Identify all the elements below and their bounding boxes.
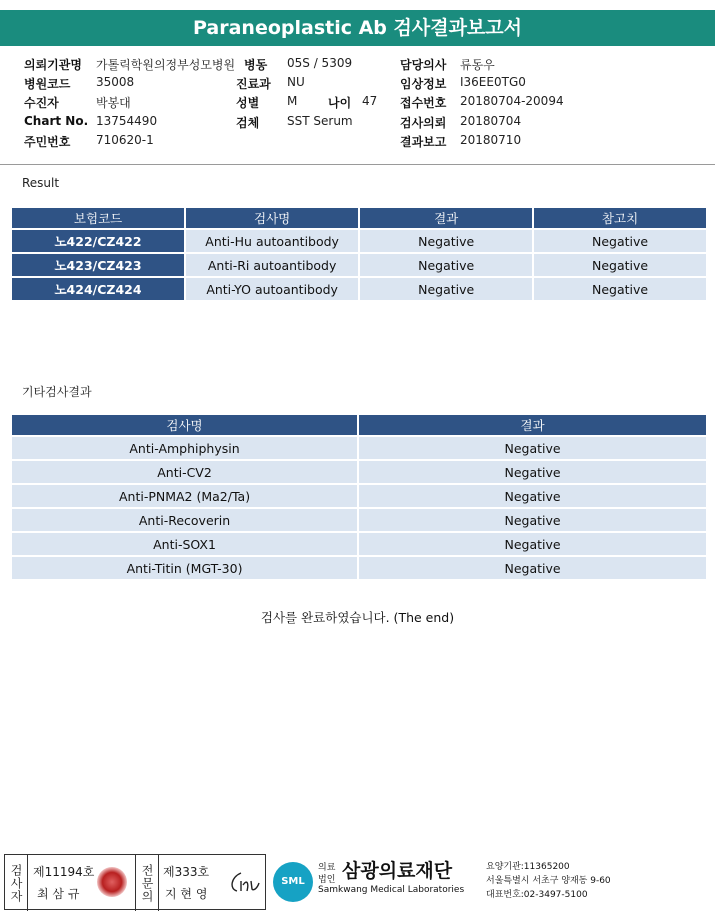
test-name-cell: Anti-Hu autoantibody — [186, 230, 358, 252]
result-cell: Negative — [359, 557, 706, 579]
insurance-code-cell: 노422/CZ422 — [12, 230, 184, 252]
test-name-cell: Anti-CV2 — [12, 461, 357, 483]
test-name-cell: Anti-Titin (MGT-30) — [12, 557, 357, 579]
table-row — [12, 557, 706, 579]
header-insurance-code: 보험코드 — [12, 208, 184, 228]
result-cell: Negative — [360, 278, 532, 300]
department-label: 진료과 — [236, 77, 271, 91]
table-row — [12, 485, 706, 507]
accession-number-label: 접수번호 — [400, 96, 447, 110]
org-type-top: 의료 — [318, 863, 336, 873]
result-cell: Negative — [360, 254, 532, 276]
table-row — [12, 254, 706, 276]
header-result: 결과 — [360, 208, 532, 228]
inspector-license-number: 제11194호 — [33, 865, 95, 879]
institution-code: 요양기관:11365200 — [486, 862, 570, 872]
attending-doctor-label: 담당의사 — [400, 58, 447, 72]
inspector-label: 검사자 — [5, 855, 28, 911]
patient-info-panel — [0, 52, 715, 165]
specialist-name: 지 현 영 — [165, 887, 208, 901]
result-cell: Negative — [359, 461, 706, 483]
header-test-name: 검사명 — [12, 415, 357, 435]
request-date-value: 20180704 — [460, 114, 522, 128]
other-results-table — [10, 413, 708, 581]
test-name-cell: Anti-Recoverin — [12, 509, 357, 531]
report-date-value: 20180710 — [460, 133, 522, 147]
org-type-bottom: 법인 — [318, 875, 336, 885]
result-cell: Negative — [359, 485, 706, 507]
inspector-name: 최 삼 규 — [37, 887, 80, 901]
table-row — [12, 278, 706, 300]
footer — [0, 854, 715, 914]
test-name-cell: Anti-SOX1 — [12, 533, 357, 555]
hospital-code-label: 병원코드 — [24, 77, 71, 91]
reference-cell: Negative — [534, 254, 706, 276]
ward-value: 05S / 5309 — [287, 56, 353, 70]
result-section-label: Result — [22, 176, 60, 190]
end-note: 검사를 완료하였습니다. (The end) — [260, 610, 455, 625]
clinical-info-label: 임상정보 — [400, 77, 447, 91]
table-row — [12, 230, 706, 252]
header-reference: 참고치 — [534, 208, 706, 228]
specimen-value: SST Serum — [287, 114, 353, 128]
header-test-name: 검사명 — [186, 208, 358, 228]
chart-number-value: 13754490 — [96, 114, 158, 128]
test-name-cell: Anti-Amphiphysin — [12, 437, 357, 459]
test-name-cell: Anti-Ri autoantibody — [186, 254, 358, 276]
organization-phone: 대표번호:02-3497-5100 — [486, 890, 588, 900]
signature-box — [4, 854, 266, 910]
referring-institution-label: 의뢰기관명 — [24, 58, 82, 72]
organization-name-en: Samkwang Medical Laboratories — [318, 885, 465, 895]
referring-institution-value: 가톨릭학원의정부성모병원 — [96, 58, 236, 72]
age-value: 47 — [362, 94, 378, 108]
chart-number-label: Chart No. — [24, 114, 89, 128]
insurance-code-cell: 노423/CZ423 — [12, 254, 184, 276]
insurance-code-cell: 노424/CZ424 — [12, 278, 184, 300]
other-results-section-label: 기타검사결과 — [22, 385, 92, 399]
other-table-header — [12, 415, 706, 435]
report-date-label: 결과보고 — [400, 135, 447, 149]
organization-address: 서울특별시 서초구 양재동 9-60 — [486, 876, 611, 886]
department-value: NU — [287, 75, 305, 89]
specialist-license-number: 제333호 — [163, 865, 210, 879]
specialist-signature-icon — [227, 869, 261, 895]
header-result: 결과 — [359, 415, 706, 435]
request-date-label: 검사의뢰 — [400, 116, 447, 130]
sml-logo-icon: SML — [273, 862, 313, 902]
patient-name-value: 박봉대 — [96, 96, 131, 110]
result-cell: Negative — [359, 533, 706, 555]
test-name-cell: Anti-YO autoantibody — [186, 278, 358, 300]
age-label: 나이 — [328, 96, 352, 110]
organization-name: 삼광의료재단 — [342, 860, 453, 882]
accession-number-value: 20180704-20094 — [460, 94, 564, 108]
patient-name-label: 수진자 — [24, 96, 59, 110]
sex-label: 성별 — [236, 96, 260, 110]
result-table-header — [12, 208, 706, 228]
resident-number-value: 710620-1 — [96, 133, 154, 147]
sex-value: M — [287, 94, 298, 108]
inspector-seal-icon — [97, 867, 127, 897]
table-row — [12, 509, 706, 531]
specimen-label: 검체 — [236, 116, 260, 130]
table-row — [12, 533, 706, 555]
result-cell: Negative — [360, 230, 532, 252]
result-table — [10, 206, 708, 302]
table-row — [12, 461, 706, 483]
report-title: Paraneoplastic Ab 검사결과보고서 — [0, 10, 715, 46]
table-row — [12, 437, 706, 459]
result-cell: Negative — [359, 509, 706, 531]
attending-doctor-value: 류동우 — [460, 58, 495, 72]
resident-number-label: 주민번호 — [24, 135, 71, 149]
hospital-code-value: 35008 — [96, 75, 135, 89]
reference-cell: Negative — [534, 278, 706, 300]
ward-label: 병동 — [244, 58, 268, 72]
specialist-label: 전문의 — [135, 855, 159, 911]
result-cell: Negative — [359, 437, 706, 459]
clinical-info-value: I36EE0TG0 — [460, 75, 526, 89]
test-name-cell: Anti-PNMA2 (Ma2/Ta) — [12, 485, 357, 507]
reference-cell: Negative — [534, 230, 706, 252]
